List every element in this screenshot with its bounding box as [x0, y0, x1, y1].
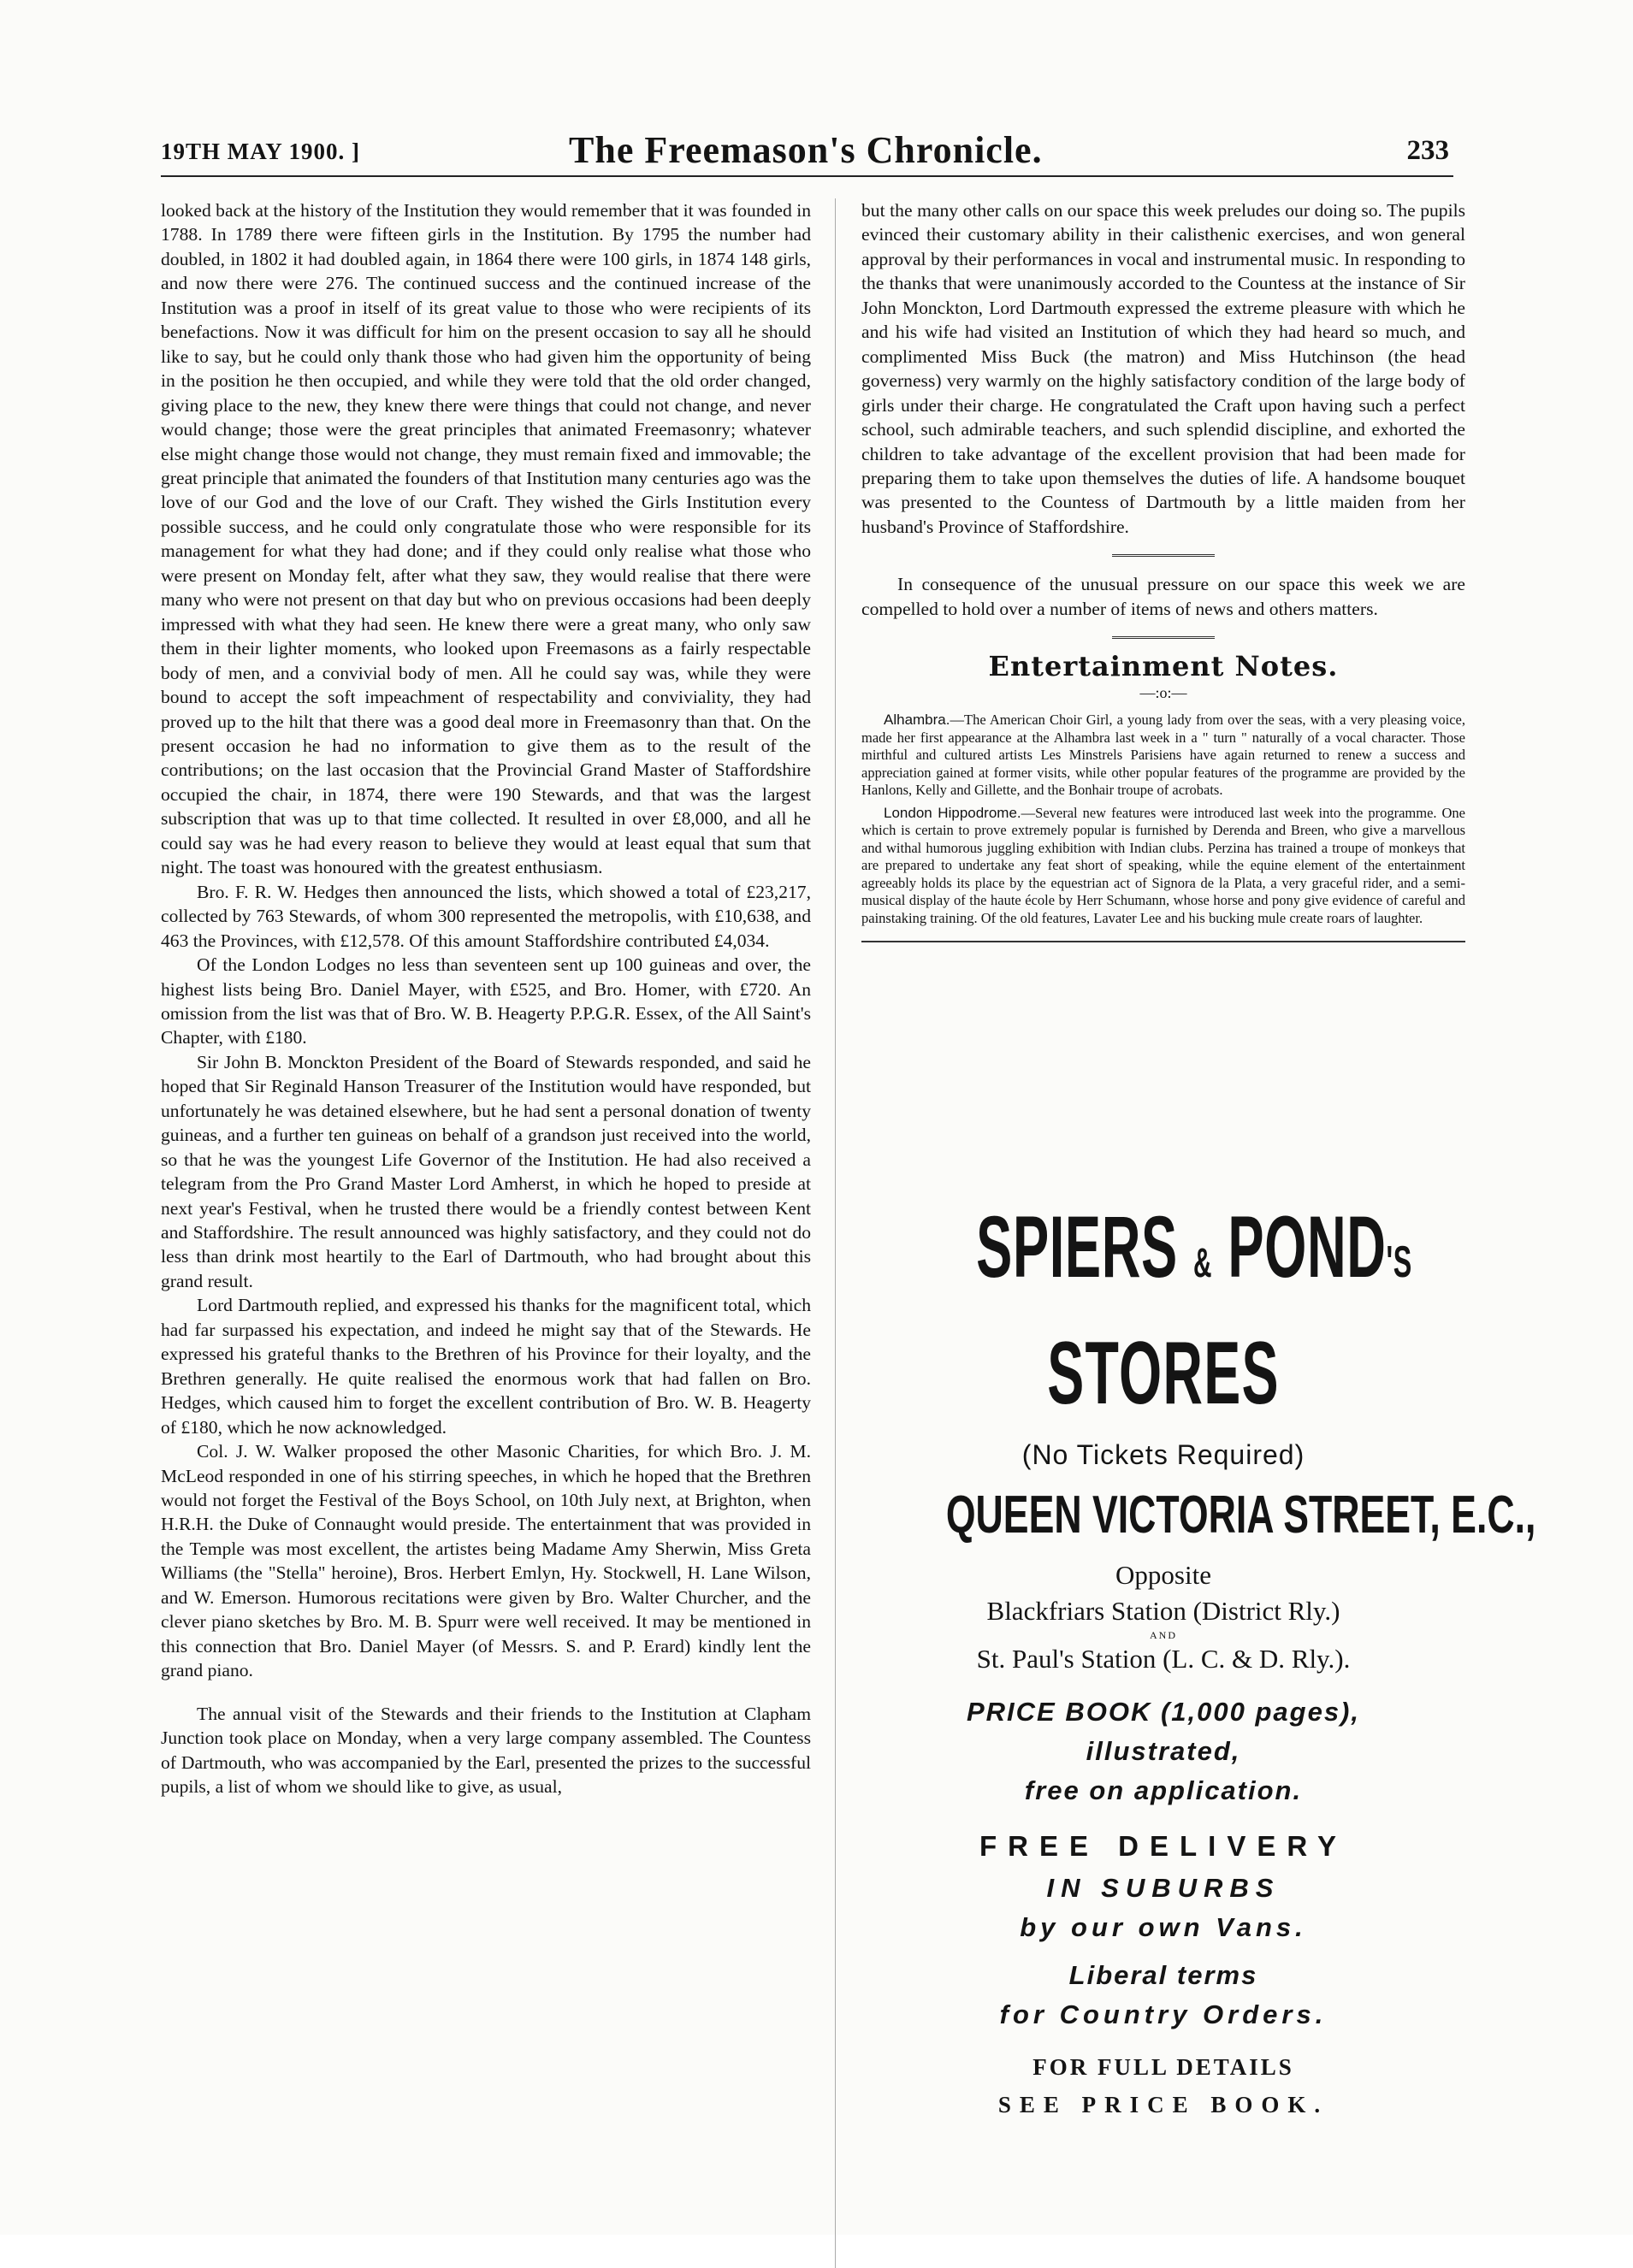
advert-see-book: SEE PRICE BOOK. [997, 2092, 1329, 2117]
advert-stores: STORES [1047, 1324, 1280, 1423]
space-notice: In consequence of the unusual pressure on our space this week we are compelled to hold over a number of items of news and others matters. [861, 574, 1465, 619]
paragraph: Col. J. W. Walker proposed the other Masonic Charities, for which Bro. J. M. McLeod responded in one of his stirring speeches, in which he hoped that the Brethren would not forget the Festival of the Boys School, on 10th July next, at Brighton, when H.R.H. the Duke of Connaught would preside. The entertainment that was provided in the Temple was most excellent, the artistes being Madame Amy Sherwin, Miss Greta Williams (the "Stella" heroine), Bros. Herbert Emlyn, Hy. Stockwell, H. Lane Wilson, and W. Emerson. Humorous recitations were given by Bro. Walter Churcher, and the clever piano sketches by Bro. M. B. Spurr were well received. It may be mentioned in this connection that Bro. Daniel Mayer (of Messrs. S. and P. Erard) kindly lent the grand piano. [161, 1441, 811, 1681]
spiers-pond-advert [861, 1198, 1536, 2123]
alhambra-note [861, 712, 1465, 800]
advert-street: QUEEN VICTORIA STREET, E.C., [945, 1485, 1536, 1544]
masthead-rule [161, 175, 1453, 177]
column-divider [835, 198, 836, 2268]
advert-station: Blackfriars Station (District Rly.) [986, 1596, 1340, 1626]
left-column [161, 198, 811, 1798]
entertainment-heading: Entertainment Notes. [988, 650, 1339, 683]
entertainment-notes [861, 712, 1465, 927]
paragraph: Bro. F. R. W. Hedges then announced the lists, which showed a total of £23,217, collected by 763 Stewards, of whom 300 represented the metropolis, with £10,638, and 463 the Provinces, with £12,578. Of this amount Staffordshire contributed £4,034. [161, 881, 811, 951]
brand-word: POND [1228, 1198, 1387, 1296]
brand-possessive: 'S [1386, 1237, 1412, 1287]
advert-price-book: PRICE BOOK (1,000 pages), [966, 1697, 1360, 1727]
advert-free-application: free on application. [1024, 1775, 1303, 1805]
brand-ampersand: & [1193, 1241, 1213, 1286]
section-rule [1112, 636, 1215, 639]
advert-tickets: (No Tickets Required) [1021, 1439, 1305, 1470]
spacer [161, 1683, 811, 1702]
note-text: —Several new features were introduced last week into the programme. One which is certain to prove extremely popular is furnished by Derenda and Breen, who give a marvellous and withal humorous juggling exhibition with Indian clubs. Perzina has trained a troupe of monkeys that are prepared to undertake any feat short of speaking, while the equine element of the entertainment agreeably holds its place by the equestrian act of Signora de la Plata, a very graceful rider, and a semi-musical display of the haute école by Herr Schumann, whose horse and pony give evidence of careful and painstaking training. Of the old features, Lavater Lee and his bucking mule create roars of laughter. [861, 804, 1465, 926]
paragraph: but the many other calls on our space this week preludes our doing so. The pupils evinced their customary ability in their calisthenic exercises, and won general approval by their performances in vocal and instrumental music. In responding to the thanks that were unanimously accorded to the Countess at the instance of Sir John Monckton, Lord Dartmouth expressed the extreme pleasure with which he and his wife had visited an Institution of which they had heard so much, and complimented Miss Buck (the matron) and Miss Hutchinson (the head governess) very warmly on the highly satisfactory condition of the large body of girls under their charge. He congratulated the Craft upon having such a perfect school, such admirable teachers, and such splendid discipline, and exhorted the children to take advantage of the excellent provision that had been made for preparing them to take upon themselves the duties of life. A handsome bouquet was presented to the Countess of Dartmouth by a little maiden from her husband's Province of Staffordshire. [861, 200, 1465, 537]
venue-name: London Hippodrome. [884, 804, 1021, 821]
section-rule [1112, 554, 1215, 557]
advert-free-delivery: FREE DELIVERY [979, 1830, 1347, 1862]
advert-full-details: FOR FULL DETAILS [1032, 2054, 1294, 2080]
masthead-title: The Freemason's Chronicle. [569, 129, 1043, 171]
advert-station: St. Paul's Station (L. C. & D. Rly.). [976, 1644, 1351, 1674]
advert-suburbs: IN SUBURBS [1046, 1873, 1281, 1903]
advert-brand [976, 1198, 1412, 1309]
advert-rule [861, 941, 1465, 942]
hippodrome-note [861, 805, 1465, 928]
right-column [861, 198, 1465, 942]
brand-word: SPIERS [976, 1198, 1178, 1296]
paragraph: Lord Dartmouth replied, and expressed his thanks for the magnificent total, which had far surpassed his expectation, and indeed he might say that of the Stewards. He expressed his grateful thanks to the Brethren of his Province for their loyalty, and the Brethren generally. He quite realised the enormous work that had fallen on Bro. Hedges, which caused him to forget the excellent contribution of Bro. W. B. Heagerty of £180, which he now acknowledged. [161, 1295, 811, 1438]
note-text: —The American Choir Girl, a young lady from over the seas, with a very pleasing voice, made her first appearance at the Alhambra last week in a " turn " naturally of a vocal character. Those mirthful and cultured artists Les Minstrels Parisiens have again returned to renew a success and appreciation gained at former visits, while other popular features of the programme are provided by the Hanlons, Kelly and Gillette, and the Bonhair troupe of acrobats. [861, 712, 1465, 799]
paragraph: looked back at the history of the Institution they would remember that it was founded in 1788. In 1789 there were fifteen girls in the Institution. By 1795 the number had doubled, in 1802 it had doubled again, in 1864 there were 100 girls, in 1874 148 girls, and now there were 276. The continued success and the continued increase of the Institution was a proof in itself of its great value to those who were recipients of its benefactions. Now it was difficult for him on the present occasion to say all he should like to say, but he could only thank those who had given him the opportunity of being in the position he then occupied, and while they were told that the old order changed, giving place to the new, they knew there were things that could not change, and never would change; those were the great principles that animated Freemasonry; whatever else might change those would not change, they must remain fixed and immovable; the great principle that animated the founders of that Institution many centuries ago was the love of our God and the love of our Craft. They wished the Girls Institution every possible success, and he could only congratulate those who were responsible for its management for what they had done; and if they could only realise what those who were present on Monday felt, after what they saw, they would realise that there were many who were not present on that day but who on previous occasions had been deeply impressed with what they had seen. He knew there were a great many, who only saw them in their lighter moments, who looked upon Freemasons as a fairly respectable body of men, and a convivial body of men. All he could say was, while they were bound to accept the soft impeachment of respectability and conviviality, they had proved up to the hilt that there was a good deal more in Freemasonry than that. On the present occasion he had no information to give them as to the result of the contributions; on the last occasion that the Provincial Grand Master of Staffordshire occupied the chair, in 1874, there were 190 Stewards, and that was the largest subscription that was up to that time collected. It resulted in over £8,000, and all he could say was he had every reason to believe they would at least equal that sum that night. The toast was honoured with the greatest enthusiasm. [161, 200, 811, 878]
paragraph: Sir John B. Monckton President of the Board of Stewards responded, and said he hoped that Sir Reginald Hanson Treasurer of the Institution would have responded, but unfortunately he was detained elsewhere, but he had sent a personal donation of twenty guineas, and a further ten guineas on behalf of a grandson just received into the world, so that he was the youngest Life Governor of the Institution. He had also received a telegram from the Pro Grand Master Lord Amherst, in which he hoped to preside at next year's Festival, when he trusted there would be a friendly contest between Kent and Staffordshire. The result announced was highly satisfactory, and they could not do less than drink most heartily to the Earl of Dartmouth, who had brought about this grand result. [161, 1051, 811, 1291]
issue-date: 19TH MAY 1900. ] [161, 139, 361, 164]
advert-illustrated: illustrated, [1086, 1736, 1241, 1766]
paragraph: The annual visit of the Stewards and their friends to the Institution at Clapham Junction took place on Monday, when a very large company assembled. The Countess of Dartmouth, who was accompanied by the Earl, presented the prizes to the successful pupils, a list of whom we should like to give, as usual, [161, 1703, 811, 1797]
paragraph: Of the London Lodges no less than seventeen sent up 100 guineas and over, the highest lists being Bro. Daniel Mayer, with £525, and Bro. Homer, with £720. An omission from the list was that of Bro. W. B. Heagerty P.P.G.R. Essex, of the All Saint's Chapter, with £180. [161, 954, 811, 1048]
advert-opposite: Opposite [1115, 1560, 1211, 1590]
page-number: 233 [1406, 135, 1449, 166]
advert-liberal: Liberal terms [1068, 1960, 1258, 1990]
advert-and: AND [1150, 1629, 1177, 1641]
venue-name: Alhambra. [884, 712, 950, 729]
heading-ornament: —:o:— [1139, 683, 1187, 701]
advert-vans: by our own Vans. [1020, 1912, 1307, 1942]
advert-country: for Country Orders. [999, 1999, 1328, 2029]
